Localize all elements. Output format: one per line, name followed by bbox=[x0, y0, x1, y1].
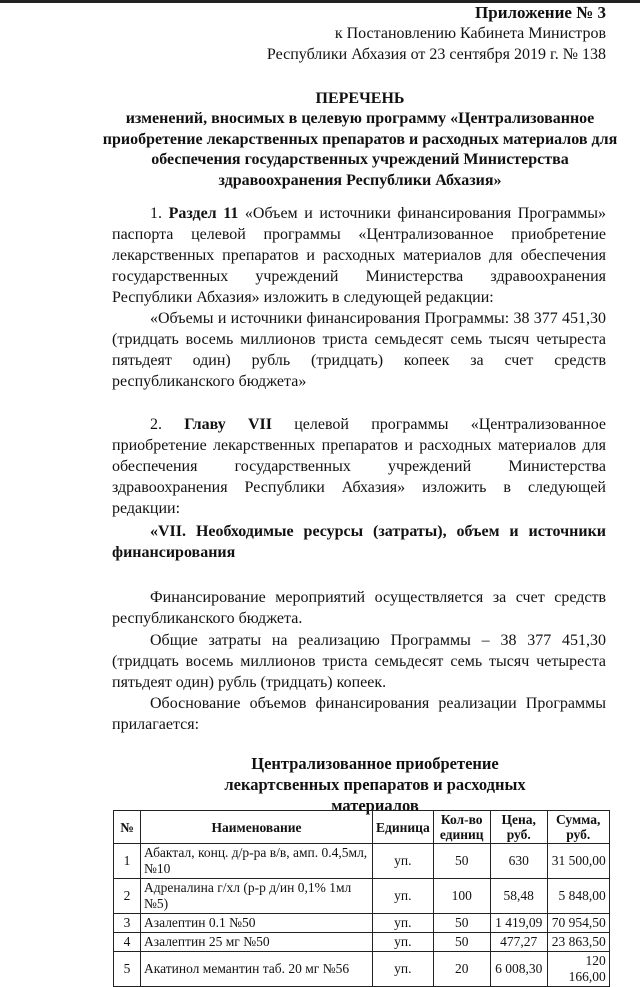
item-text: целевой программы «Централизованное приобретение лекарственных препаратов и расходных материалов для обеспечения государственных учреждений Министерства здравоохранения Республики Абхазия» изложить в следующей редакции: bbox=[112, 416, 607, 517]
table-cell: уп. bbox=[373, 933, 434, 952]
table-row bbox=[114, 914, 610, 933]
document-title bbox=[100, 88, 620, 191]
section-heading: «VII. Необходимые ресурсы (затраты), объем и источники финансирования bbox=[112, 523, 606, 561]
paragraph-1 bbox=[112, 203, 606, 308]
header-line: к Постановлению Кабинета Министров bbox=[334, 25, 606, 42]
table-row bbox=[114, 952, 610, 987]
section-paragraph: Общие затраты на реализацию Программы – 38 377 451,30 (тридцать восемь миллионов триста семьдесят семь тысяч четыреста пятьдеят один) рубль (тридцать) копеек. bbox=[112, 632, 606, 691]
table-cell: Азалептин 0.1 №50 bbox=[141, 914, 373, 933]
table-cell: 20 bbox=[433, 952, 490, 987]
item-number: 2. bbox=[150, 416, 185, 433]
item-bold: Раздел 11 bbox=[168, 205, 239, 222]
table-cell: 100 bbox=[433, 879, 490, 914]
table-cell: 3 bbox=[114, 914, 141, 933]
col-header: Кол-во единиц bbox=[433, 811, 490, 844]
table-cell: 630 bbox=[490, 844, 547, 879]
section-paragraph: Финансирование мероприятий осуществляется за счет средств республиканского бюджета. bbox=[112, 589, 606, 627]
table-cell: Акатинол мемантин таб. 20 мг №56 bbox=[141, 952, 373, 987]
table-row bbox=[114, 879, 610, 914]
table-header-row bbox=[114, 811, 610, 844]
col-header: Наименование bbox=[141, 811, 373, 844]
table-cell: 2 bbox=[114, 879, 141, 914]
table-cell: 1 419,09 bbox=[490, 914, 547, 933]
table-cell: 1 bbox=[114, 844, 141, 879]
item-bold: Главу VII bbox=[184, 416, 272, 433]
table-cell: 120 166,00 bbox=[547, 952, 609, 987]
paragraph-1-quote: «Объемы и источники финансирования Программы: 38 377 451,30 (тридцать восемь миллионов триста семьдесят семь тысяч четыреста пятьдеят один) рубль (тридцать) копеек за счет средств республиканского бюджета» bbox=[112, 310, 606, 390]
table-cell: уп. bbox=[373, 914, 434, 933]
table-cell: 50 bbox=[433, 844, 490, 879]
item-text: «Объем и источники финансирования Программы» паспорта целевой программы «Централизованное приобретение лекарственных препаратов и расходных материалов для обеспечения государственных учреждений Министерства здравоохранения Республики Абхазия» изложить в следующей редакции: bbox=[112, 205, 606, 306]
table-cell: Адреналина г/хл (р-р д/ин 0,1% 1мл №5) bbox=[141, 879, 373, 914]
header-line: Республики Абхазия от 23 сентября 2019 г. № 138 bbox=[266, 46, 606, 63]
expenses-table bbox=[113, 810, 610, 987]
table-cell: 58,48 bbox=[490, 879, 547, 914]
col-header: Цена, руб. bbox=[490, 811, 547, 844]
table-cell: 477,27 bbox=[490, 933, 547, 952]
title-sub: изменений, вносимых в целевую программу «Централизованное приобретение лекарственных препаратов и расходных материалов для обеспечения государственных учреждений Министерства здравоохранения Республики Абхазия» bbox=[102, 110, 618, 189]
table-cell: 70 954,50 bbox=[547, 914, 609, 933]
table-cell: Абактал, конц. д/р-ра в/в, амп. 0.4,5мл, №10 bbox=[141, 844, 373, 879]
table-row bbox=[114, 844, 610, 879]
col-header: № bbox=[114, 811, 141, 844]
col-header: Сумма, руб. bbox=[547, 811, 609, 844]
title-main: ПЕРЕЧЕНЬ bbox=[315, 90, 405, 107]
item-number: 1. bbox=[150, 205, 169, 222]
appendix-label: Приложение № 3 bbox=[475, 3, 606, 22]
table-cell: 50 bbox=[433, 933, 490, 952]
table-cell: уп. bbox=[373, 844, 434, 879]
paragraph-2 bbox=[112, 414, 606, 519]
table-cell: 5 bbox=[114, 952, 141, 987]
table-cell: 31 500,00 bbox=[547, 844, 609, 879]
table-cell: Азалептин 25 мг №50 bbox=[141, 933, 373, 952]
table-row bbox=[114, 933, 610, 952]
col-header: Единица bbox=[373, 811, 434, 844]
table-cell: 50 bbox=[433, 914, 490, 933]
table-cell: 5 848,00 bbox=[547, 879, 609, 914]
document-header bbox=[112, 2, 606, 65]
table-cell: 6 008,30 bbox=[490, 952, 547, 987]
table-cell: уп. bbox=[373, 952, 434, 987]
section-paragraph: Обоснование объемов финансирования реализации Программы прилагается: bbox=[112, 695, 606, 733]
table-title: Централизованное приобретение лекартсвенных препаратов и расходных материалов bbox=[224, 754, 526, 815]
table-cell: 4 bbox=[114, 933, 141, 952]
table-cell: 23 863,50 bbox=[547, 933, 609, 952]
table-cell: уп. bbox=[373, 879, 434, 914]
